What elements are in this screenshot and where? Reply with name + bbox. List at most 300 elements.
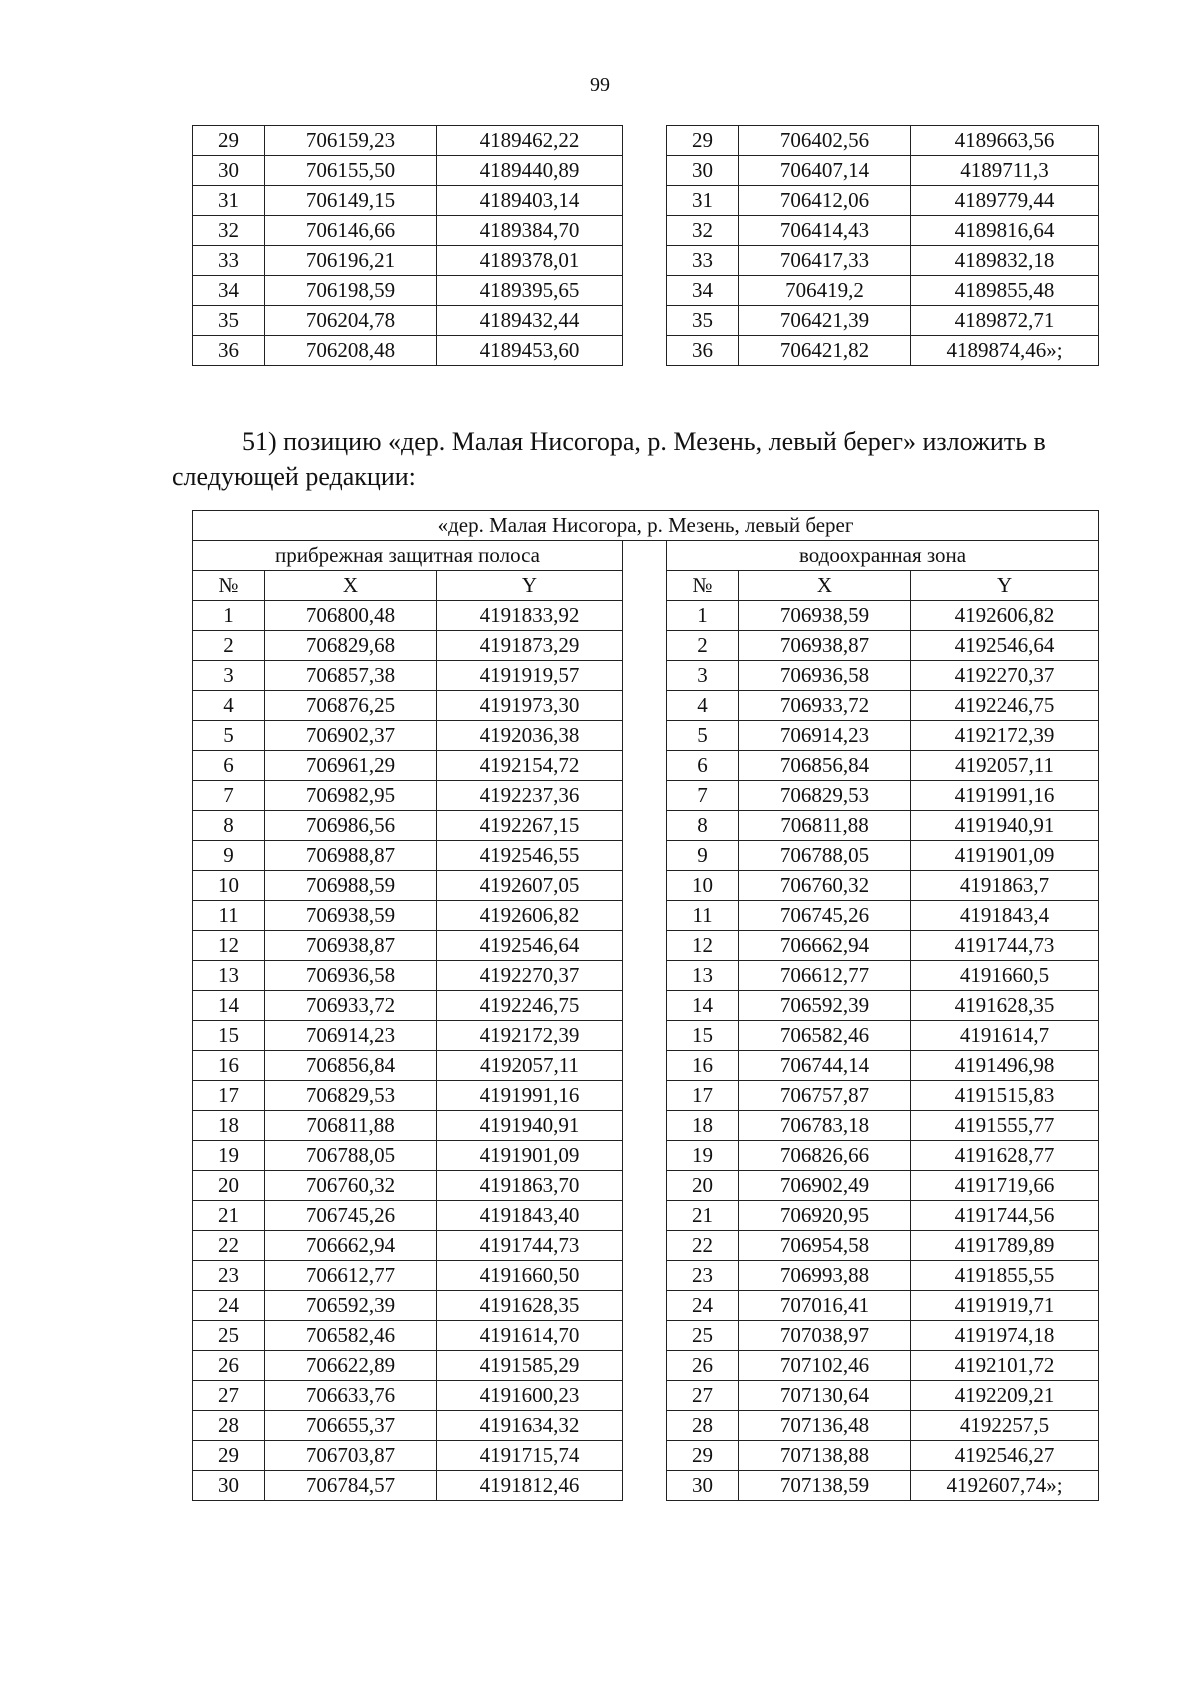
left-point-number-cell: 13 [193, 961, 265, 991]
left-point-number-cell: 25 [193, 1321, 265, 1351]
right-y-coordinate-cell: 4191843,4 [911, 901, 1099, 931]
table-row [193, 841, 1099, 871]
left-y-coordinate-cell: 4191628,35 [437, 1291, 623, 1321]
table-row [193, 1231, 1099, 1261]
left-point-number-cell: 29 [193, 126, 265, 156]
column-gap [623, 661, 667, 691]
table-row [193, 156, 1099, 186]
right-point-number-cell: 1 [667, 601, 739, 631]
left-point-number-cell: 30 [193, 156, 265, 186]
left-x-coordinate-cell: 706155,50 [265, 156, 437, 186]
right-y-coordinate-cell: 4192209,21 [911, 1381, 1099, 1411]
column-gap [623, 276, 667, 306]
instruction-paragraph [172, 424, 1122, 494]
right-x-coordinate-cell: 706407,14 [739, 156, 911, 186]
left-point-number-cell: 8 [193, 811, 265, 841]
left-y-coordinate-cell: 4192237,36 [437, 781, 623, 811]
paragraph-line-2: следующей редакции: [172, 462, 416, 491]
right-x-coordinate-cell: 706783,18 [739, 1111, 911, 1141]
table-row [193, 1351, 1099, 1381]
left-point-number-cell: 24 [193, 1291, 265, 1321]
right-y-coordinate-cell: 4191628,35 [911, 991, 1099, 1021]
left-point-number-cell: 28 [193, 1411, 265, 1441]
left-x-coordinate-cell: 706829,68 [265, 631, 437, 661]
right-point-number-cell: 10 [667, 871, 739, 901]
left-y-coordinate-cell: 4192546,64 [437, 931, 623, 961]
right-point-number-cell: 25 [667, 1321, 739, 1351]
column-header-y: Y [437, 571, 623, 601]
column-gap [623, 901, 667, 931]
table-row [193, 1081, 1099, 1111]
right-x-coordinate-cell: 706993,88 [739, 1261, 911, 1291]
table-row [193, 601, 1099, 631]
left-x-coordinate-cell: 706902,37 [265, 721, 437, 751]
left-x-coordinate-cell: 706876,25 [265, 691, 437, 721]
column-gap [623, 1261, 667, 1291]
table-row [193, 811, 1099, 841]
table-row [193, 631, 1099, 661]
right-point-number-cell: 30 [667, 156, 739, 186]
left-point-number-cell: 27 [193, 1381, 265, 1411]
column-gap [623, 1141, 667, 1171]
table-row [193, 1321, 1099, 1351]
column-header-x: X [265, 571, 437, 601]
table-row [193, 1261, 1099, 1291]
column-gap [623, 721, 667, 751]
right-y-coordinate-cell: 4191555,77 [911, 1111, 1099, 1141]
left-point-number-cell: 26 [193, 1351, 265, 1381]
left-x-coordinate-cell: 706149,15 [265, 186, 437, 216]
right-x-coordinate-cell: 707138,59 [739, 1471, 911, 1501]
left-x-coordinate-cell: 706745,26 [265, 1201, 437, 1231]
right-y-coordinate-cell: 4191744,56 [911, 1201, 1099, 1231]
right-y-coordinate-cell: 4191919,71 [911, 1291, 1099, 1321]
right-y-coordinate-cell: 4189779,44 [911, 186, 1099, 216]
column-gap [623, 1321, 667, 1351]
right-x-coordinate-cell: 706414,43 [739, 216, 911, 246]
top-coordinates-table [192, 125, 1099, 366]
right-y-coordinate-cell: 4191614,7 [911, 1021, 1099, 1051]
left-x-coordinate-cell: 706914,23 [265, 1021, 437, 1051]
column-gap [623, 781, 667, 811]
left-y-coordinate-cell: 4191940,91 [437, 1111, 623, 1141]
right-point-number-cell: 34 [667, 276, 739, 306]
right-x-coordinate-cell: 707130,64 [739, 1381, 911, 1411]
left-point-number-cell: 18 [193, 1111, 265, 1141]
right-y-coordinate-cell: 4189872,71 [911, 306, 1099, 336]
column-gap [623, 1111, 667, 1141]
left-y-coordinate-cell: 4191919,57 [437, 661, 623, 691]
column-gap [623, 1291, 667, 1321]
right-point-number-cell: 13 [667, 961, 739, 991]
right-point-number-cell: 11 [667, 901, 739, 931]
left-point-number-cell: 12 [193, 931, 265, 961]
right-point-number-cell: 28 [667, 1411, 739, 1441]
right-point-number-cell: 24 [667, 1291, 739, 1321]
left-point-number-cell: 2 [193, 631, 265, 661]
column-gap [623, 991, 667, 1021]
right-y-coordinate-cell: 4191940,91 [911, 811, 1099, 841]
left-x-coordinate-cell: 706582,46 [265, 1321, 437, 1351]
column-gap [623, 336, 667, 366]
column-gap [623, 1081, 667, 1111]
left-x-coordinate-cell: 706936,58 [265, 961, 437, 991]
right-point-number-cell: 26 [667, 1351, 739, 1381]
right-y-coordinate-cell: 4191991,16 [911, 781, 1099, 811]
table-row [193, 1021, 1099, 1051]
table-row [193, 1171, 1099, 1201]
left-x-coordinate-cell: 706988,87 [265, 841, 437, 871]
right-y-coordinate-cell: 4191628,77 [911, 1141, 1099, 1171]
left-point-number-cell: 21 [193, 1201, 265, 1231]
right-x-coordinate-cell: 706829,53 [739, 781, 911, 811]
table-title: «дер. Малая Нисогора, р. Мезень, левый берег [193, 511, 1099, 541]
left-x-coordinate-cell: 706961,29 [265, 751, 437, 781]
table-row [193, 306, 1099, 336]
left-y-coordinate-cell: 4192057,11 [437, 1051, 623, 1081]
left-point-number-cell: 19 [193, 1141, 265, 1171]
right-y-coordinate-cell: 4192257,5 [911, 1411, 1099, 1441]
right-x-coordinate-cell: 706954,58 [739, 1231, 911, 1261]
right-x-coordinate-cell: 706757,87 [739, 1081, 911, 1111]
left-y-coordinate-cell: 4191991,16 [437, 1081, 623, 1111]
right-x-coordinate-cell: 707138,88 [739, 1441, 911, 1471]
right-point-number-cell: 17 [667, 1081, 739, 1111]
right-point-number-cell: 20 [667, 1171, 739, 1201]
table-row [193, 1441, 1099, 1471]
left-y-coordinate-cell: 4191744,73 [437, 1231, 623, 1261]
left-y-coordinate-cell: 4191843,40 [437, 1201, 623, 1231]
left-y-coordinate-cell: 4191634,32 [437, 1411, 623, 1441]
right-point-number-cell: 16 [667, 1051, 739, 1081]
right-y-coordinate-cell: 4191974,18 [911, 1321, 1099, 1351]
left-x-coordinate-cell: 706856,84 [265, 1051, 437, 1081]
table-row [193, 871, 1099, 901]
column-gap [623, 1051, 667, 1081]
column-gap [623, 571, 667, 601]
column-gap [623, 1441, 667, 1471]
right-y-coordinate-cell: 4191719,66 [911, 1171, 1099, 1201]
left-point-number-cell: 11 [193, 901, 265, 931]
left-y-coordinate-cell: 4192246,75 [437, 991, 623, 1021]
left-point-number-cell: 31 [193, 186, 265, 216]
right-y-coordinate-cell: 4192607,74»; [911, 1471, 1099, 1501]
right-point-number-cell: 18 [667, 1111, 739, 1141]
right-y-coordinate-cell: 4189874,46»; [911, 336, 1099, 366]
right-y-coordinate-cell: 4189816,64 [911, 216, 1099, 246]
right-x-coordinate-cell: 706920,95 [739, 1201, 911, 1231]
right-y-coordinate-cell: 4189855,48 [911, 276, 1099, 306]
right-y-coordinate-cell: 4191789,89 [911, 1231, 1099, 1261]
column-gap [623, 156, 667, 186]
left-point-number-cell: 16 [193, 1051, 265, 1081]
column-gap [623, 751, 667, 781]
right-point-number-cell: 23 [667, 1261, 739, 1291]
left-x-coordinate-cell: 706208,48 [265, 336, 437, 366]
right-point-number-cell: 31 [667, 186, 739, 216]
right-x-coordinate-cell: 706788,05 [739, 841, 911, 871]
right-x-coordinate-cell: 707136,48 [739, 1411, 911, 1441]
right-x-coordinate-cell: 706933,72 [739, 691, 911, 721]
left-point-number-cell: 5 [193, 721, 265, 751]
right-y-coordinate-cell: 4191863,7 [911, 871, 1099, 901]
column-gap [623, 1471, 667, 1501]
left-y-coordinate-cell: 4189395,65 [437, 276, 623, 306]
column-gap [623, 1021, 667, 1051]
left-y-coordinate-cell: 4191973,30 [437, 691, 623, 721]
left-point-number-cell: 30 [193, 1471, 265, 1501]
right-point-number-cell: 27 [667, 1381, 739, 1411]
column-gap [623, 246, 667, 276]
left-x-coordinate-cell: 706788,05 [265, 1141, 437, 1171]
right-y-coordinate-cell: 4192172,39 [911, 721, 1099, 751]
right-x-coordinate-cell: 706417,33 [739, 246, 911, 276]
column-gap [623, 1201, 667, 1231]
right-x-coordinate-cell: 706745,26 [739, 901, 911, 931]
right-x-coordinate-cell: 706938,59 [739, 601, 911, 631]
left-y-coordinate-cell: 4189384,70 [437, 216, 623, 246]
right-y-coordinate-cell: 4192606,82 [911, 601, 1099, 631]
main-coordinates-table [192, 510, 1099, 1501]
left-y-coordinate-cell: 4192036,38 [437, 721, 623, 751]
right-point-number-cell: 12 [667, 931, 739, 961]
right-x-coordinate-cell: 706582,46 [739, 1021, 911, 1051]
left-x-coordinate-cell: 706857,38 [265, 661, 437, 691]
right-x-coordinate-cell: 706592,39 [739, 991, 911, 1021]
column-gap [623, 1381, 667, 1411]
left-point-number-cell: 7 [193, 781, 265, 811]
left-y-coordinate-cell: 4191833,92 [437, 601, 623, 631]
left-y-coordinate-cell: 4191600,23 [437, 1381, 623, 1411]
section-header-row [193, 541, 1099, 571]
right-x-coordinate-cell: 706936,58 [739, 661, 911, 691]
table-row [193, 961, 1099, 991]
right-x-coordinate-cell: 707016,41 [739, 1291, 911, 1321]
right-point-number-cell: 36 [667, 336, 739, 366]
left-x-coordinate-cell: 706146,66 [265, 216, 437, 246]
column-gap [623, 691, 667, 721]
right-y-coordinate-cell: 4192546,64 [911, 631, 1099, 661]
left-x-coordinate-cell: 706982,95 [265, 781, 437, 811]
column-gap [623, 1411, 667, 1441]
table-row [193, 991, 1099, 1021]
right-y-coordinate-cell: 4191496,98 [911, 1051, 1099, 1081]
right-y-coordinate-cell: 4191744,73 [911, 931, 1099, 961]
left-y-coordinate-cell: 4191614,70 [437, 1321, 623, 1351]
left-x-coordinate-cell: 706938,59 [265, 901, 437, 931]
right-x-coordinate-cell: 706760,32 [739, 871, 911, 901]
right-y-coordinate-cell: 4191660,5 [911, 961, 1099, 991]
table-row [193, 901, 1099, 931]
right-y-coordinate-cell: 4189663,56 [911, 126, 1099, 156]
right-y-coordinate-cell: 4189711,3 [911, 156, 1099, 186]
left-point-number-cell: 34 [193, 276, 265, 306]
table-row [193, 336, 1099, 366]
right-point-number-cell: 19 [667, 1141, 739, 1171]
right-point-number-cell: 33 [667, 246, 739, 276]
column-gap [623, 541, 667, 571]
right-x-coordinate-cell: 706811,88 [739, 811, 911, 841]
right-point-number-cell: 21 [667, 1201, 739, 1231]
right-x-coordinate-cell: 706412,06 [739, 186, 911, 216]
right-x-coordinate-cell: 706856,84 [739, 751, 911, 781]
left-x-coordinate-cell: 706784,57 [265, 1471, 437, 1501]
left-point-number-cell: 9 [193, 841, 265, 871]
column-gap [623, 631, 667, 661]
right-x-coordinate-cell: 706744,14 [739, 1051, 911, 1081]
right-y-coordinate-cell: 4192101,72 [911, 1351, 1099, 1381]
right-x-coordinate-cell: 706914,23 [739, 721, 911, 751]
left-y-coordinate-cell: 4191812,46 [437, 1471, 623, 1501]
left-y-coordinate-cell: 4192267,15 [437, 811, 623, 841]
right-y-coordinate-cell: 4192246,75 [911, 691, 1099, 721]
table-row [193, 276, 1099, 306]
right-point-number-cell: 32 [667, 216, 739, 246]
table-row [193, 1111, 1099, 1141]
left-y-coordinate-cell: 4191585,29 [437, 1351, 623, 1381]
right-y-coordinate-cell: 4191901,09 [911, 841, 1099, 871]
left-point-number-cell: 22 [193, 1231, 265, 1261]
right-x-coordinate-cell: 706421,39 [739, 306, 911, 336]
column-header-no: № [193, 571, 265, 601]
table-row [193, 186, 1099, 216]
left-point-number-cell: 17 [193, 1081, 265, 1111]
table-row [193, 126, 1099, 156]
right-point-number-cell: 8 [667, 811, 739, 841]
right-y-coordinate-cell: 4191515,83 [911, 1081, 1099, 1111]
right-point-number-cell: 30 [667, 1471, 739, 1501]
right-x-coordinate-cell: 706826,66 [739, 1141, 911, 1171]
column-gap [623, 871, 667, 901]
right-point-number-cell: 22 [667, 1231, 739, 1261]
left-point-number-cell: 36 [193, 336, 265, 366]
left-point-number-cell: 29 [193, 1441, 265, 1471]
column-gap [623, 931, 667, 961]
table-row [193, 781, 1099, 811]
left-y-coordinate-cell: 4192154,72 [437, 751, 623, 781]
section-header-left: прибрежная защитная полоса [193, 541, 623, 571]
column-header-no: № [667, 571, 739, 601]
column-gap [623, 601, 667, 631]
right-x-coordinate-cell: 706419,2 [739, 276, 911, 306]
left-y-coordinate-cell: 4191660,50 [437, 1261, 623, 1291]
right-point-number-cell: 5 [667, 721, 739, 751]
column-gap [623, 841, 667, 871]
section-header-right: водоохранная зона [667, 541, 1099, 571]
left-point-number-cell: 32 [193, 216, 265, 246]
left-y-coordinate-cell: 4191873,29 [437, 631, 623, 661]
left-point-number-cell: 1 [193, 601, 265, 631]
left-x-coordinate-cell: 706988,59 [265, 871, 437, 901]
right-point-number-cell: 2 [667, 631, 739, 661]
left-x-coordinate-cell: 706986,56 [265, 811, 437, 841]
table-row [193, 246, 1099, 276]
left-x-coordinate-cell: 706655,37 [265, 1411, 437, 1441]
column-gap [623, 1231, 667, 1261]
right-x-coordinate-cell: 706421,82 [739, 336, 911, 366]
left-x-coordinate-cell: 706612,77 [265, 1261, 437, 1291]
left-y-coordinate-cell: 4189403,14 [437, 186, 623, 216]
right-x-coordinate-cell: 707038,97 [739, 1321, 911, 1351]
column-gap [623, 306, 667, 336]
left-y-coordinate-cell: 4191863,70 [437, 1171, 623, 1201]
table-row [193, 1201, 1099, 1231]
left-y-coordinate-cell: 4189378,01 [437, 246, 623, 276]
right-point-number-cell: 9 [667, 841, 739, 871]
right-x-coordinate-cell: 706612,77 [739, 961, 911, 991]
left-x-coordinate-cell: 706662,94 [265, 1231, 437, 1261]
right-x-coordinate-cell: 706402,56 [739, 126, 911, 156]
right-point-number-cell: 14 [667, 991, 739, 1021]
left-x-coordinate-cell: 706198,59 [265, 276, 437, 306]
table-row [193, 721, 1099, 751]
left-y-coordinate-cell: 4192270,37 [437, 961, 623, 991]
paragraph-line-1: 51) позицию «дер. Малая Нисогора, р. Мезень, левый берег» изложить в [242, 427, 1046, 456]
left-x-coordinate-cell: 706829,53 [265, 1081, 437, 1111]
page-number: 99 [590, 74, 610, 96]
right-point-number-cell: 4 [667, 691, 739, 721]
right-point-number-cell: 6 [667, 751, 739, 781]
right-point-number-cell: 15 [667, 1021, 739, 1051]
right-x-coordinate-cell: 706662,94 [739, 931, 911, 961]
column-header-x: X [739, 571, 911, 601]
left-y-coordinate-cell: 4192607,05 [437, 871, 623, 901]
left-x-coordinate-cell: 706204,78 [265, 306, 437, 336]
left-y-coordinate-cell: 4192606,82 [437, 901, 623, 931]
column-gap [623, 126, 667, 156]
left-x-coordinate-cell: 706811,88 [265, 1111, 437, 1141]
column-gap [623, 811, 667, 841]
table-row [193, 1291, 1099, 1321]
left-y-coordinate-cell: 4192172,39 [437, 1021, 623, 1051]
table-title-row [193, 511, 1099, 541]
left-y-coordinate-cell: 4189432,44 [437, 306, 623, 336]
table-row [193, 1141, 1099, 1171]
left-x-coordinate-cell: 706196,21 [265, 246, 437, 276]
left-point-number-cell: 10 [193, 871, 265, 901]
column-gap [623, 1171, 667, 1201]
right-y-coordinate-cell: 4192270,37 [911, 661, 1099, 691]
left-x-coordinate-cell: 706159,23 [265, 126, 437, 156]
left-point-number-cell: 15 [193, 1021, 265, 1051]
right-x-coordinate-cell: 706902,49 [739, 1171, 911, 1201]
left-point-number-cell: 6 [193, 751, 265, 781]
right-point-number-cell: 29 [667, 126, 739, 156]
left-y-coordinate-cell: 4192546,55 [437, 841, 623, 871]
right-y-coordinate-cell: 4191855,55 [911, 1261, 1099, 1291]
table-row [193, 1411, 1099, 1441]
table-row [193, 751, 1099, 781]
left-x-coordinate-cell: 706703,87 [265, 1441, 437, 1471]
column-gap [623, 1351, 667, 1381]
table-row [193, 691, 1099, 721]
left-x-coordinate-cell: 706592,39 [265, 1291, 437, 1321]
left-x-coordinate-cell: 706933,72 [265, 991, 437, 1021]
left-x-coordinate-cell: 706800,48 [265, 601, 437, 631]
right-x-coordinate-cell: 707102,46 [739, 1351, 911, 1381]
left-x-coordinate-cell: 706760,32 [265, 1171, 437, 1201]
left-point-number-cell: 23 [193, 1261, 265, 1291]
left-point-number-cell: 20 [193, 1171, 265, 1201]
left-y-coordinate-cell: 4189462,22 [437, 126, 623, 156]
left-y-coordinate-cell: 4191715,74 [437, 1441, 623, 1471]
table-row [193, 1051, 1099, 1081]
table-row [193, 661, 1099, 691]
left-y-coordinate-cell: 4191901,09 [437, 1141, 623, 1171]
left-x-coordinate-cell: 706633,76 [265, 1381, 437, 1411]
right-point-number-cell: 3 [667, 661, 739, 691]
right-y-coordinate-cell: 4192546,27 [911, 1441, 1099, 1471]
